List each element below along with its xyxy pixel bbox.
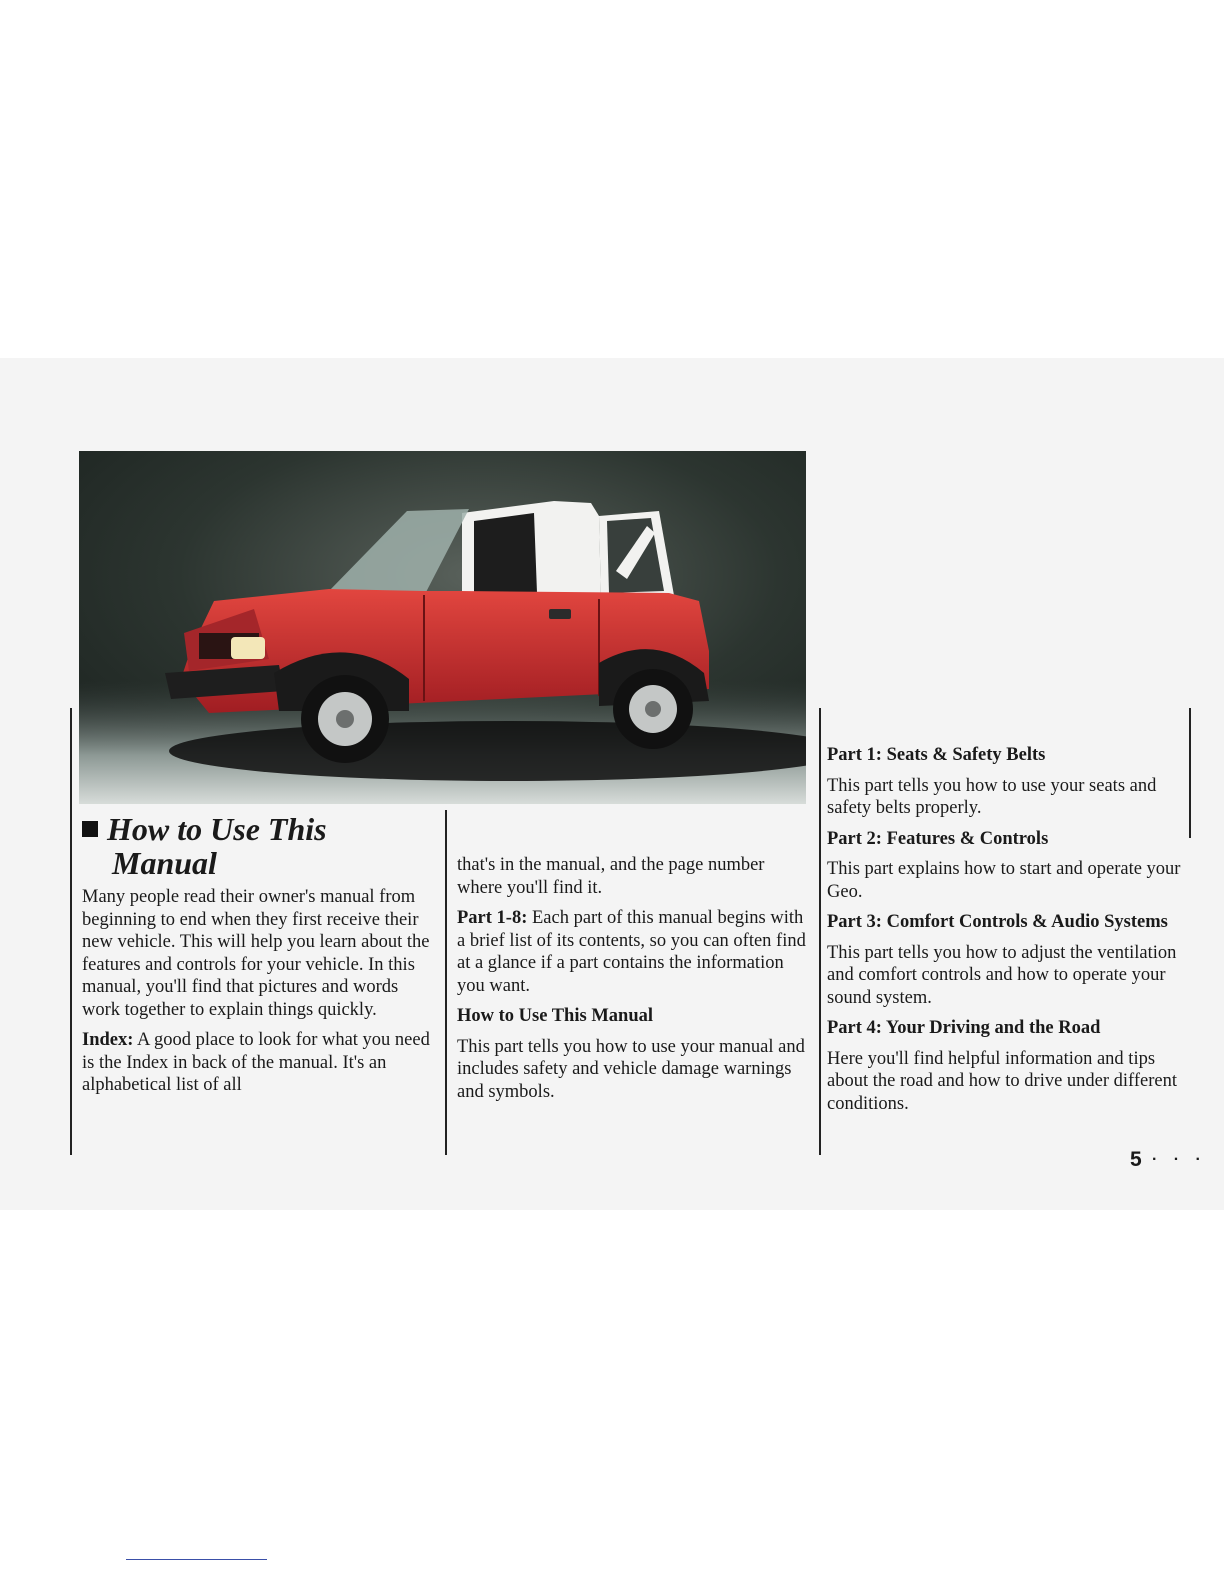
part-4-text: Here you'll find helpful information and tips about the road and how to drive under different conditions.: [827, 1048, 1178, 1114]
index-text: A good place to look for what you need is the Index in back of the manual. It's an alphabetical list of all: [82, 1030, 430, 1095]
how-to-use-heading: How to Use This Manual: [457, 1006, 653, 1026]
column-rule-right: [819, 708, 821, 1155]
vehicle-photo: [79, 451, 806, 804]
part-1-heading: Part 1: Seats & Safety Belts: [827, 745, 1046, 765]
part-1-8-paragraph: [457, 907, 813, 997]
square-bullet-icon: [82, 821, 98, 837]
part-1-8-text: Each part of this manual begins with a brief list of its contents, so you can often find at a glance if a part contains the information you want.: [457, 908, 806, 996]
part-1-text: This part tells you how to use your seats and safety belts properly.: [827, 775, 1157, 818]
page-dots: · · ·: [1152, 1151, 1207, 1168]
part-2-heading: Part 2: Features & Controls: [827, 828, 1049, 849]
section-title-line1: How to Use This: [107, 811, 327, 847]
part-2-text: This part explains how to start and operate your Geo.: [827, 859, 1181, 902]
part-4-heading: Part 4: Your Driving and the Road: [827, 1018, 1101, 1038]
section-title-line2: Manual: [112, 845, 217, 881]
footer-rule: [126, 1559, 267, 1560]
column-1: [82, 886, 437, 1105]
column-3: [827, 744, 1183, 1123]
column-rule-left: [70, 708, 72, 1155]
intro-paragraph: Many people read their owner's manual from beginning to end when they first receive their new vehicle. This will help you learn about the features and controls for your vehicle. In this manual, you'll find that pictures and words work together to explain things quickly.: [82, 887, 430, 1020]
index-label: Index:: [82, 1030, 134, 1050]
index-paragraph: [82, 1029, 437, 1097]
part-3-heading: Part 3: Comfort Controls & Audio Systems: [827, 912, 1168, 932]
page-number: 5: [1130, 1148, 1142, 1171]
column-rule-outer: [1189, 708, 1191, 838]
part-3-text: This part tells you how to adjust the ventilation and comfort controls and how to operate your sound system.: [827, 942, 1177, 1008]
continued-paragraph: that's in the manual, and the page number where you'll find it.: [457, 855, 765, 898]
column-rule-mid: [445, 810, 447, 1155]
section-title: [82, 812, 327, 880]
part-1-8-label: Part 1-8:: [457, 908, 528, 928]
how-to-use-text: This part tells you how to use your manual and includes safety and vehicle damage warnings and symbols.: [457, 1036, 805, 1102]
column-2: [457, 854, 813, 1111]
